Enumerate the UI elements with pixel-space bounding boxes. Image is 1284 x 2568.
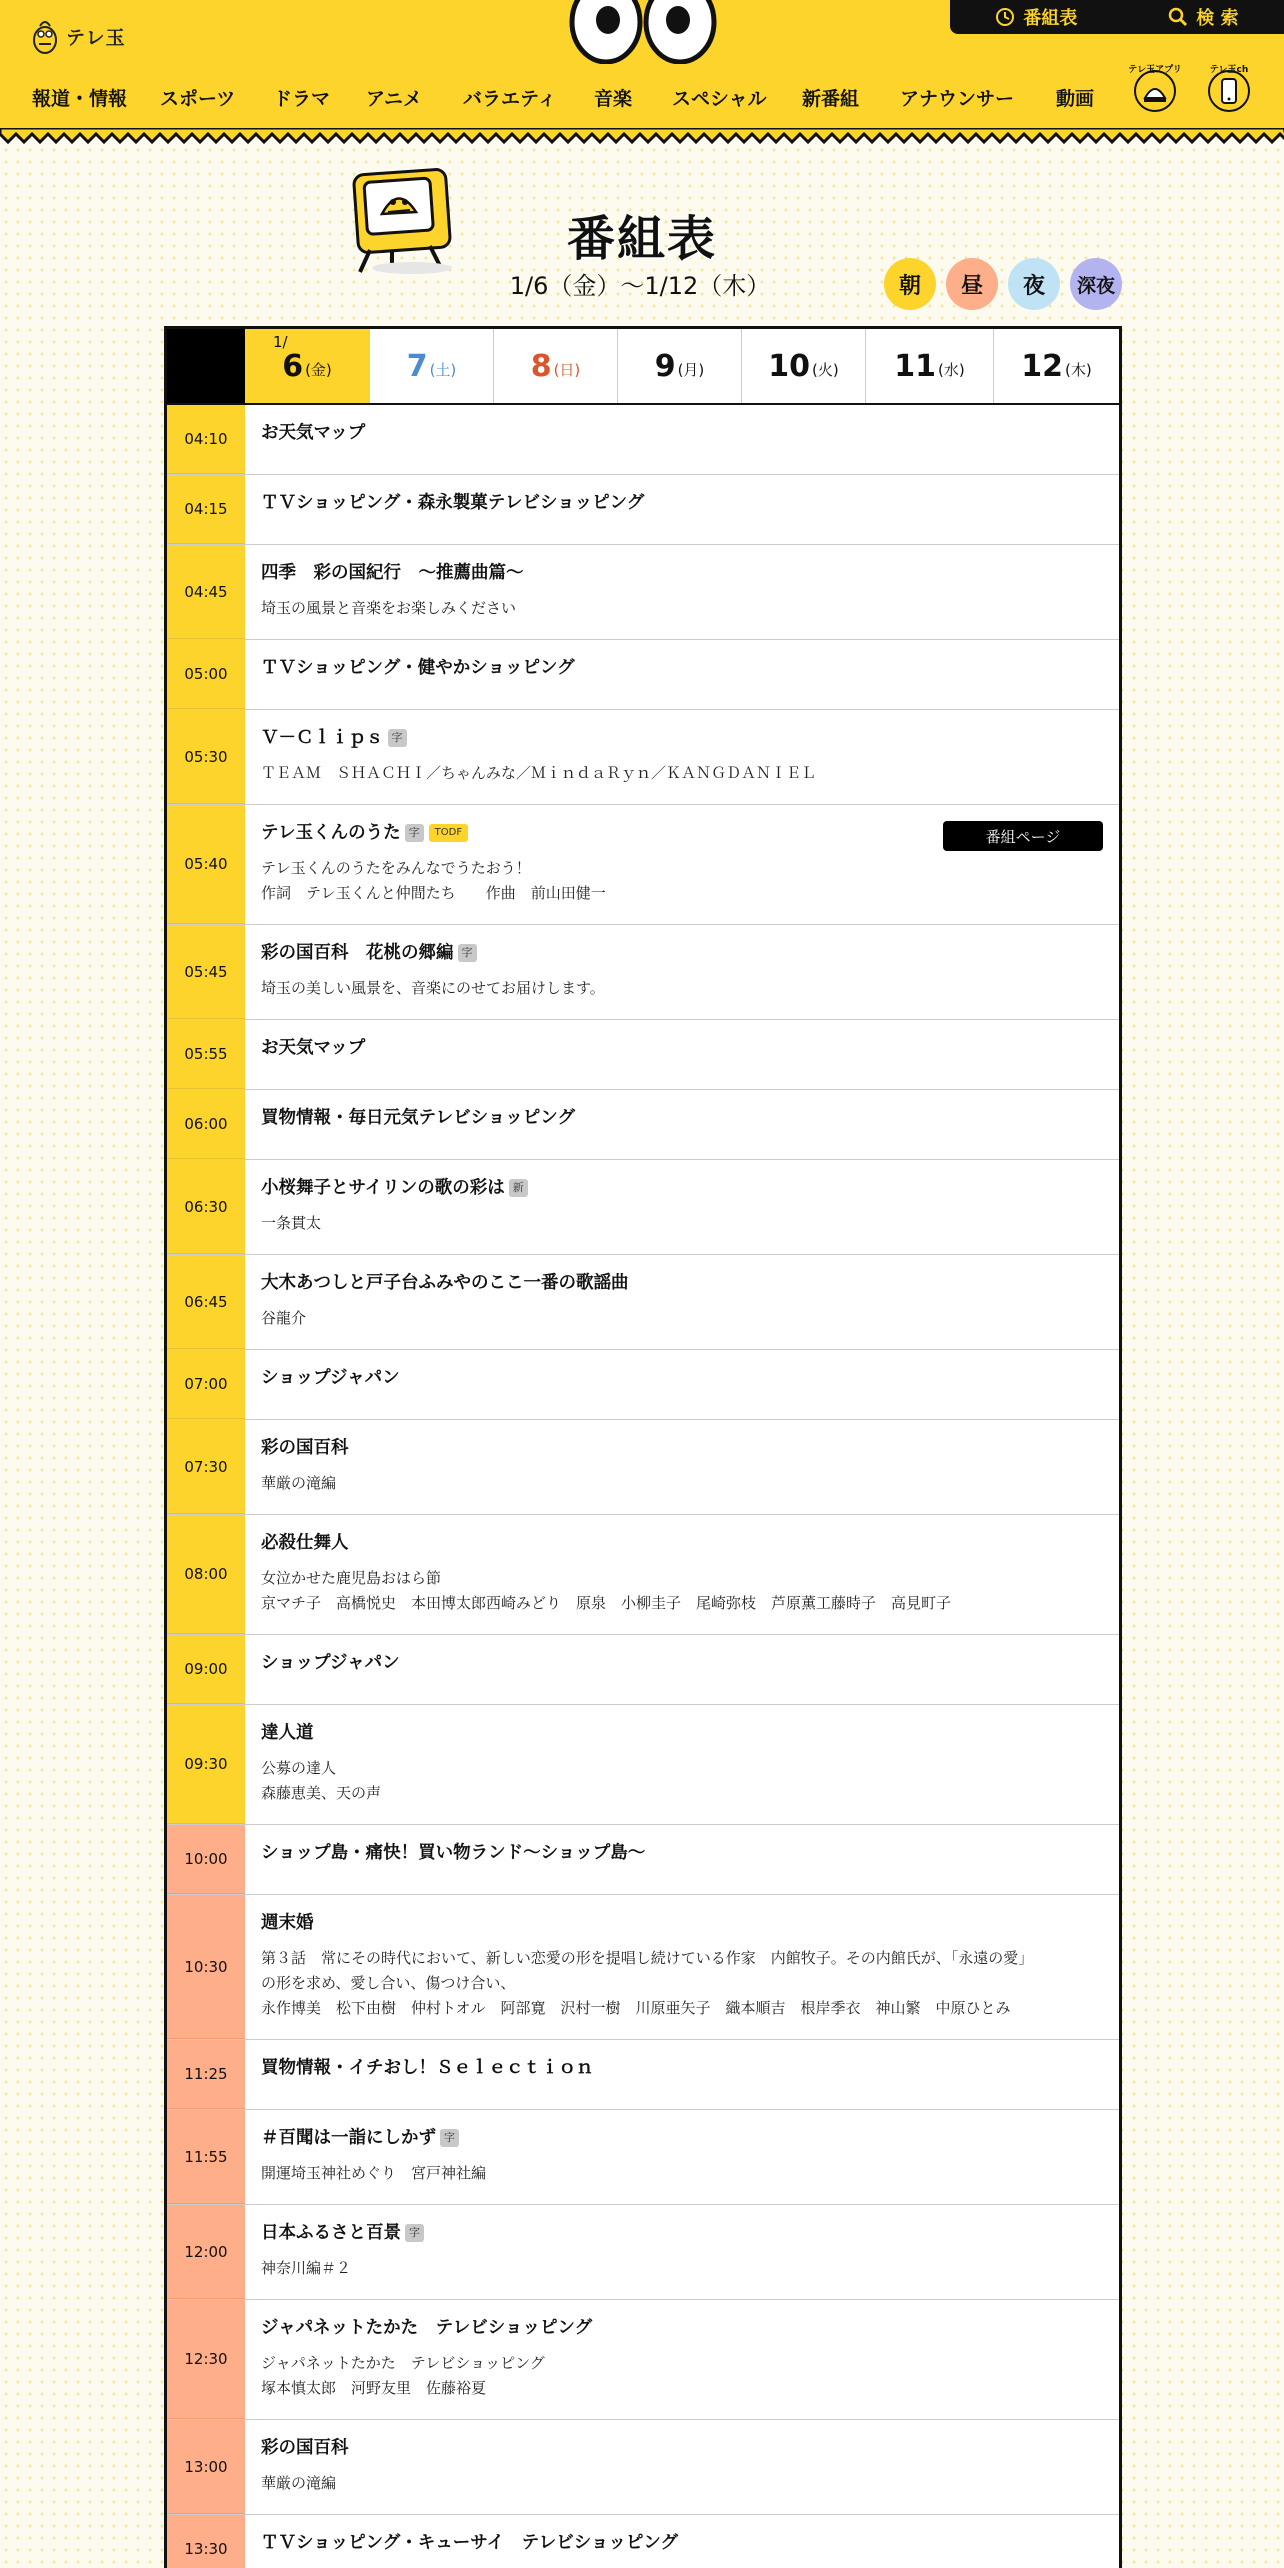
program-title[interactable] bbox=[261, 2531, 1103, 2555]
program-description-line: 永作博美 松下由樹 仲村トオル 阿部寛 沢村一樹 川原亜矢子 織本順吉 根岸季衣 神山繁 中原ひとみ bbox=[261, 1999, 1011, 2017]
program-time: 04:45 bbox=[167, 545, 245, 639]
nav-music[interactable]: 音楽 bbox=[594, 88, 633, 110]
program-row[interactable] bbox=[167, 2420, 1119, 2515]
program-title-text: 四季 彩の国紀行 ～推薦曲篇～ bbox=[261, 563, 524, 583]
program-title-text: 彩の国百科 bbox=[261, 1438, 349, 1458]
program-time: 05:00 bbox=[167, 640, 245, 709]
nav-drama[interactable]: ドラマ bbox=[273, 88, 331, 110]
program-title-text: お天気マップ bbox=[261, 423, 366, 443]
date-range: 1/6（金）〜1/12（木） bbox=[509, 272, 771, 300]
program-info bbox=[261, 421, 1103, 445]
program-title[interactable] bbox=[261, 1436, 1103, 1460]
day-number: 8 bbox=[530, 348, 552, 384]
program-description-line: 神奈川編＃２ bbox=[261, 2259, 352, 2277]
program-info bbox=[261, 1436, 1103, 1496]
program-title-text: 買物情報・イチおし！Ｓｅｌｅｃｔｉｏｎ bbox=[261, 2058, 594, 2078]
time-filter-noon[interactable]: 昼 bbox=[946, 258, 998, 310]
program-description-line: 女泣かせた鹿児島おはら節 bbox=[261, 1569, 442, 1587]
program-description-line: 一条貫太 bbox=[261, 1214, 322, 1232]
program-title[interactable] bbox=[261, 1531, 1103, 1555]
program-info bbox=[261, 1036, 1103, 1060]
program-description-line: 第３話 常にその時代において、新しい恋愛の形を提唱し続けている作家 内館牧子。その内館氏が、「永遠の愛」 bbox=[261, 1949, 1034, 1967]
program-tag-badge: 字 bbox=[440, 2129, 459, 2147]
program-title-text: テレ玉くんのうた bbox=[261, 823, 401, 843]
day-weekday: (水) bbox=[938, 360, 965, 379]
tv-mascot-icon bbox=[352, 166, 466, 274]
program-title[interactable] bbox=[261, 1366, 1103, 1390]
nav-anime[interactable]: アニメ bbox=[366, 88, 423, 110]
nav-new-programs[interactable]: 新番組 bbox=[802, 88, 860, 110]
program-description bbox=[261, 596, 1103, 621]
day-tab[interactable] bbox=[865, 329, 993, 403]
program-description bbox=[261, 1756, 1103, 1806]
program-description-line: 華厳の滝編 bbox=[261, 2474, 337, 2492]
schedule-link[interactable] bbox=[995, 4, 1077, 30]
program-description-line: ジャパネットたかた テレビショッピング bbox=[261, 2354, 545, 2372]
program-title-text: ショップジャパン bbox=[261, 1368, 400, 1388]
program-title-text: Ｖ－Ｃｌｉｐｓ bbox=[261, 728, 384, 748]
program-info bbox=[261, 2056, 1103, 2080]
program-row[interactable] bbox=[167, 2110, 1119, 2205]
program-tag-badge: 字 bbox=[458, 944, 477, 962]
program-description bbox=[261, 2256, 1103, 2281]
program-description bbox=[261, 1306, 1103, 1331]
page-title: 番組表 bbox=[566, 211, 717, 267]
program-time: 06:45 bbox=[167, 1255, 245, 1349]
program-time: 05:55 bbox=[167, 1020, 245, 1089]
clock-icon bbox=[995, 7, 1015, 27]
search-link[interactable] bbox=[1168, 4, 1238, 30]
program-description bbox=[261, 2471, 1103, 2496]
program-time: 09:00 bbox=[167, 1635, 245, 1704]
program-description-line: 京マチ子 高橋悦史 本田博太郎西崎みどり 原泉 小柳圭子 尾崎弥枝 芦原薫工藤時子 高見町子 bbox=[261, 1594, 952, 1612]
program-row[interactable] bbox=[167, 640, 1119, 710]
program-description-line: 開運埼玉神社めぐり 宮戸神社編 bbox=[261, 2164, 487, 2182]
program-time: 10:30 bbox=[167, 1895, 245, 2039]
program-title-text: 小桜舞子とサイリンの歌の彩は bbox=[261, 1178, 505, 1198]
program-title[interactable] bbox=[261, 2056, 1103, 2080]
program-title[interactable] bbox=[261, 941, 1103, 965]
program-info bbox=[261, 726, 1103, 786]
nav-news[interactable]: 報道・情報 bbox=[32, 88, 128, 110]
program-row[interactable] bbox=[167, 2300, 1119, 2420]
program-info bbox=[261, 941, 1103, 1001]
program-row[interactable] bbox=[167, 1635, 1119, 1705]
program-description-line: 森藤恵美、天の声 bbox=[261, 1784, 382, 1802]
program-time: 05:30 bbox=[167, 710, 245, 804]
day-tab[interactable] bbox=[369, 329, 493, 403]
program-description-line: の形を求め、愛し合い、傷つけ合い、 bbox=[261, 1974, 516, 1992]
program-title[interactable] bbox=[261, 656, 1103, 680]
program-info bbox=[261, 1651, 1103, 1675]
day-tab[interactable] bbox=[245, 329, 369, 403]
program-row[interactable] bbox=[167, 710, 1119, 805]
program-description bbox=[261, 1946, 1103, 2021]
program-row[interactable] bbox=[167, 925, 1119, 1020]
program-title[interactable] bbox=[261, 1271, 1103, 1295]
program-info bbox=[261, 2436, 1103, 2496]
day-number: 12 bbox=[1021, 348, 1064, 384]
day-weekday: (木) bbox=[1065, 360, 1092, 379]
program-tag-badge: 字 bbox=[405, 824, 424, 842]
site-logo[interactable] bbox=[30, 16, 126, 56]
search-link-label: 検 索 bbox=[1196, 8, 1239, 29]
day-header-row bbox=[167, 329, 1119, 405]
day-tab[interactable] bbox=[993, 329, 1119, 403]
program-title-text: 必殺仕舞人 bbox=[261, 1533, 349, 1553]
nav-sports[interactable]: スポーツ bbox=[160, 88, 236, 110]
todf-badge: TODF bbox=[429, 824, 468, 842]
program-time: 10:00 bbox=[167, 1825, 245, 1894]
program-time: 06:30 bbox=[167, 1160, 245, 1254]
program-time: 07:30 bbox=[167, 1420, 245, 1514]
nav-special[interactable]: スペシャル bbox=[672, 88, 767, 110]
program-title[interactable] bbox=[261, 1721, 1103, 1745]
program-title[interactable] bbox=[261, 2221, 1103, 2245]
program-title-text: ＴＶショッピング・キューサイ テレビショッピング bbox=[261, 2533, 679, 2553]
program-title[interactable] bbox=[261, 1176, 1103, 1200]
program-title[interactable] bbox=[261, 421, 1103, 445]
program-tag-badge: 字 bbox=[405, 2224, 424, 2242]
program-time: 08:00 bbox=[167, 1515, 245, 1634]
program-description bbox=[261, 976, 1103, 1001]
program-info bbox=[261, 1176, 1103, 1236]
day-weekday: (土) bbox=[429, 360, 457, 379]
program-row[interactable] bbox=[167, 1705, 1119, 1825]
program-tag-badge: 字 bbox=[388, 729, 407, 747]
program-info bbox=[261, 2126, 1103, 2186]
program-description-line: ＴＥＡＭ ＳＨＡＣＨＩ／ちゃんみな／ＭｉｎｄａＲｙｎ／ＫＡＮＧＤＡＮＩＥＬ bbox=[261, 764, 817, 782]
program-title-text: 買物情報・毎日元気テレビショッピング bbox=[261, 1108, 575, 1128]
program-time: 06:00 bbox=[167, 1090, 245, 1159]
program-row[interactable] bbox=[167, 1825, 1119, 1895]
header-corner bbox=[167, 329, 245, 403]
program-title[interactable] bbox=[261, 561, 1103, 585]
program-info bbox=[261, 491, 1103, 515]
program-info bbox=[261, 1271, 1103, 1331]
program-info bbox=[261, 1841, 1103, 1865]
program-info bbox=[261, 1366, 1103, 1390]
program-title-text: 達人道 bbox=[261, 1723, 314, 1743]
program-title-text: 週末婚 bbox=[261, 1913, 314, 1933]
program-title[interactable] bbox=[261, 1106, 1103, 1130]
program-title-text: ショップジャパン bbox=[261, 1653, 400, 1673]
program-title[interactable] bbox=[261, 726, 1103, 750]
program-description bbox=[261, 1211, 1103, 1236]
program-info bbox=[261, 2531, 1103, 2555]
program-title[interactable] bbox=[261, 1036, 1103, 1060]
time-filter-morning[interactable]: 朝 bbox=[884, 258, 936, 310]
program-time: 11:25 bbox=[167, 2040, 245, 2109]
program-description-line: 谷龍介 bbox=[261, 1309, 307, 1327]
program-info bbox=[261, 1911, 1103, 2021]
program-description-line: 塚本慎太郎 河野友里 佐藤裕夏 bbox=[261, 2379, 487, 2397]
tv-app-label: テレ玉アプリ bbox=[1128, 65, 1182, 75]
program-title[interactable] bbox=[261, 2316, 1103, 2340]
program-time: 05:45 bbox=[167, 925, 245, 1019]
phone-app-badge[interactable] bbox=[1206, 65, 1252, 114]
site-header bbox=[0, 0, 1284, 136]
program-title-text: ショップ島・痛快！買い物ランド～ショップ島～ bbox=[261, 1843, 646, 1863]
program-title[interactable] bbox=[261, 1651, 1103, 1675]
program-row[interactable] bbox=[167, 1255, 1119, 1350]
program-description-line: 埼玉の風景と音楽をお楽しみください bbox=[261, 599, 517, 617]
program-row[interactable] bbox=[167, 1020, 1119, 1090]
program-time: 07:00 bbox=[167, 1350, 245, 1419]
program-row[interactable] bbox=[167, 545, 1119, 640]
program-description-line: 埼玉の美しい風景を、音楽にのせてお届けします。 bbox=[261, 979, 605, 997]
day-number: 9 bbox=[654, 348, 676, 384]
program-row[interactable] bbox=[167, 2205, 1119, 2300]
program-description bbox=[261, 761, 1103, 786]
program-description-line: テレ玉くんのうたをみんなでうたおう！ bbox=[261, 859, 531, 877]
program-info bbox=[261, 561, 1103, 621]
program-info bbox=[261, 1106, 1103, 1130]
program-row[interactable] bbox=[167, 805, 1119, 925]
program-title[interactable] bbox=[261, 2126, 1103, 2150]
program-description bbox=[261, 1566, 1103, 1616]
program-title[interactable] bbox=[261, 1911, 1103, 1935]
program-time: 12:30 bbox=[167, 2300, 245, 2419]
program-info bbox=[261, 656, 1103, 680]
program-time: 12:00 bbox=[167, 2205, 245, 2299]
program-title-text: ＴＶショッピング・健やかショッピング bbox=[261, 658, 575, 678]
logo-text: テレ玉 bbox=[66, 26, 126, 49]
day-tab[interactable] bbox=[741, 329, 865, 403]
program-description bbox=[261, 856, 1103, 906]
program-title-text: 彩の国百科 bbox=[261, 2438, 349, 2458]
program-title-text: ジャパネットたかた テレビショッピング bbox=[261, 2318, 593, 2338]
nav-video[interactable]: 動画 bbox=[1056, 88, 1095, 110]
top-links-bar bbox=[950, 0, 1284, 34]
program-info bbox=[261, 1531, 1103, 1616]
program-row[interactable] bbox=[167, 1160, 1119, 1255]
program-row[interactable] bbox=[167, 475, 1119, 545]
day-weekday: (金) bbox=[305, 360, 332, 379]
program-page-button[interactable]: 番組ページ bbox=[943, 821, 1103, 851]
tv-app-badge[interactable] bbox=[1128, 65, 1182, 114]
schedule-table bbox=[164, 326, 1122, 2568]
program-description bbox=[261, 1471, 1103, 1496]
day-tab[interactable] bbox=[493, 329, 617, 403]
program-time: 13:00 bbox=[167, 2420, 245, 2514]
mascot-logo-icon bbox=[30, 16, 60, 56]
day-month: 1/ bbox=[273, 333, 288, 351]
program-description bbox=[261, 2351, 1103, 2401]
program-time: 13:30 bbox=[167, 2515, 245, 2568]
program-info bbox=[261, 1721, 1103, 1806]
day-tab[interactable] bbox=[617, 329, 741, 403]
program-description-line: 華厳の滝編 bbox=[261, 1474, 337, 1492]
program-description-line: 公募の達人 bbox=[261, 1759, 337, 1777]
day-weekday: (火) bbox=[812, 360, 839, 379]
program-title-text: 大木あつしと戸子台ふみやのここ一番の歌謡曲 bbox=[261, 1273, 629, 1293]
program-time: 04:15 bbox=[167, 475, 245, 544]
program-row[interactable] bbox=[167, 1350, 1119, 1420]
program-time: 11:55 bbox=[167, 2110, 245, 2204]
program-title-text: お天気マップ bbox=[261, 1038, 366, 1058]
schedule-link-label: 番組表 bbox=[1023, 8, 1078, 29]
program-info bbox=[261, 2221, 1103, 2281]
program-time: 09:30 bbox=[167, 1705, 245, 1824]
mascot-eyes-icon bbox=[568, 0, 718, 64]
program-title[interactable] bbox=[261, 491, 1103, 515]
day-weekday: (日) bbox=[553, 360, 581, 379]
main-nav bbox=[0, 78, 1284, 114]
nav-announcer[interactable]: アナウンサー bbox=[900, 88, 1015, 110]
program-tag-badge: 新 bbox=[509, 1179, 528, 1197]
program-title[interactable] bbox=[261, 2436, 1103, 2460]
search-icon bbox=[1168, 7, 1188, 27]
program-title[interactable] bbox=[261, 1841, 1103, 1865]
program-row[interactable] bbox=[167, 1090, 1119, 1160]
day-weekday: (月) bbox=[677, 360, 705, 379]
day-number: 7 bbox=[406, 348, 428, 384]
day-number: 11 bbox=[894, 348, 937, 384]
program-row[interactable] bbox=[167, 405, 1119, 475]
program-row[interactable] bbox=[167, 1420, 1119, 1515]
program-info bbox=[261, 2316, 1103, 2401]
time-filter-night[interactable]: 夜 bbox=[1008, 258, 1060, 310]
program-description-line: 作詞 テレ玉くんと仲間たち 作曲 前山田健一 bbox=[261, 884, 606, 902]
day-number: 10 bbox=[768, 348, 811, 384]
program-title-text: ＴＶショッピング・森永製菓テレビショッピング bbox=[261, 493, 645, 513]
program-time: 05:40 bbox=[167, 805, 245, 924]
program-title-text: 日本ふるさと百景 bbox=[261, 2223, 401, 2243]
header-zigzag-edge bbox=[0, 128, 1284, 148]
program-row[interactable] bbox=[167, 2515, 1119, 2568]
program-row[interactable] bbox=[167, 1515, 1119, 1635]
program-description bbox=[261, 2161, 1103, 2186]
time-filter-late-night[interactable]: 深夜 bbox=[1070, 258, 1122, 310]
nav-variety[interactable]: バラエティ bbox=[463, 88, 557, 110]
phone-app-label: テレ玉ch bbox=[1209, 65, 1249, 75]
program-time: 04:10 bbox=[167, 405, 245, 474]
program-title-text: ＃百聞は一詣にしかず bbox=[261, 2128, 436, 2148]
program-row[interactable] bbox=[167, 1895, 1119, 2040]
program-title-text: 彩の国百科 花桃の郷編 bbox=[261, 943, 454, 963]
program-row[interactable] bbox=[167, 2040, 1119, 2110]
day-number: 6 bbox=[282, 348, 304, 384]
